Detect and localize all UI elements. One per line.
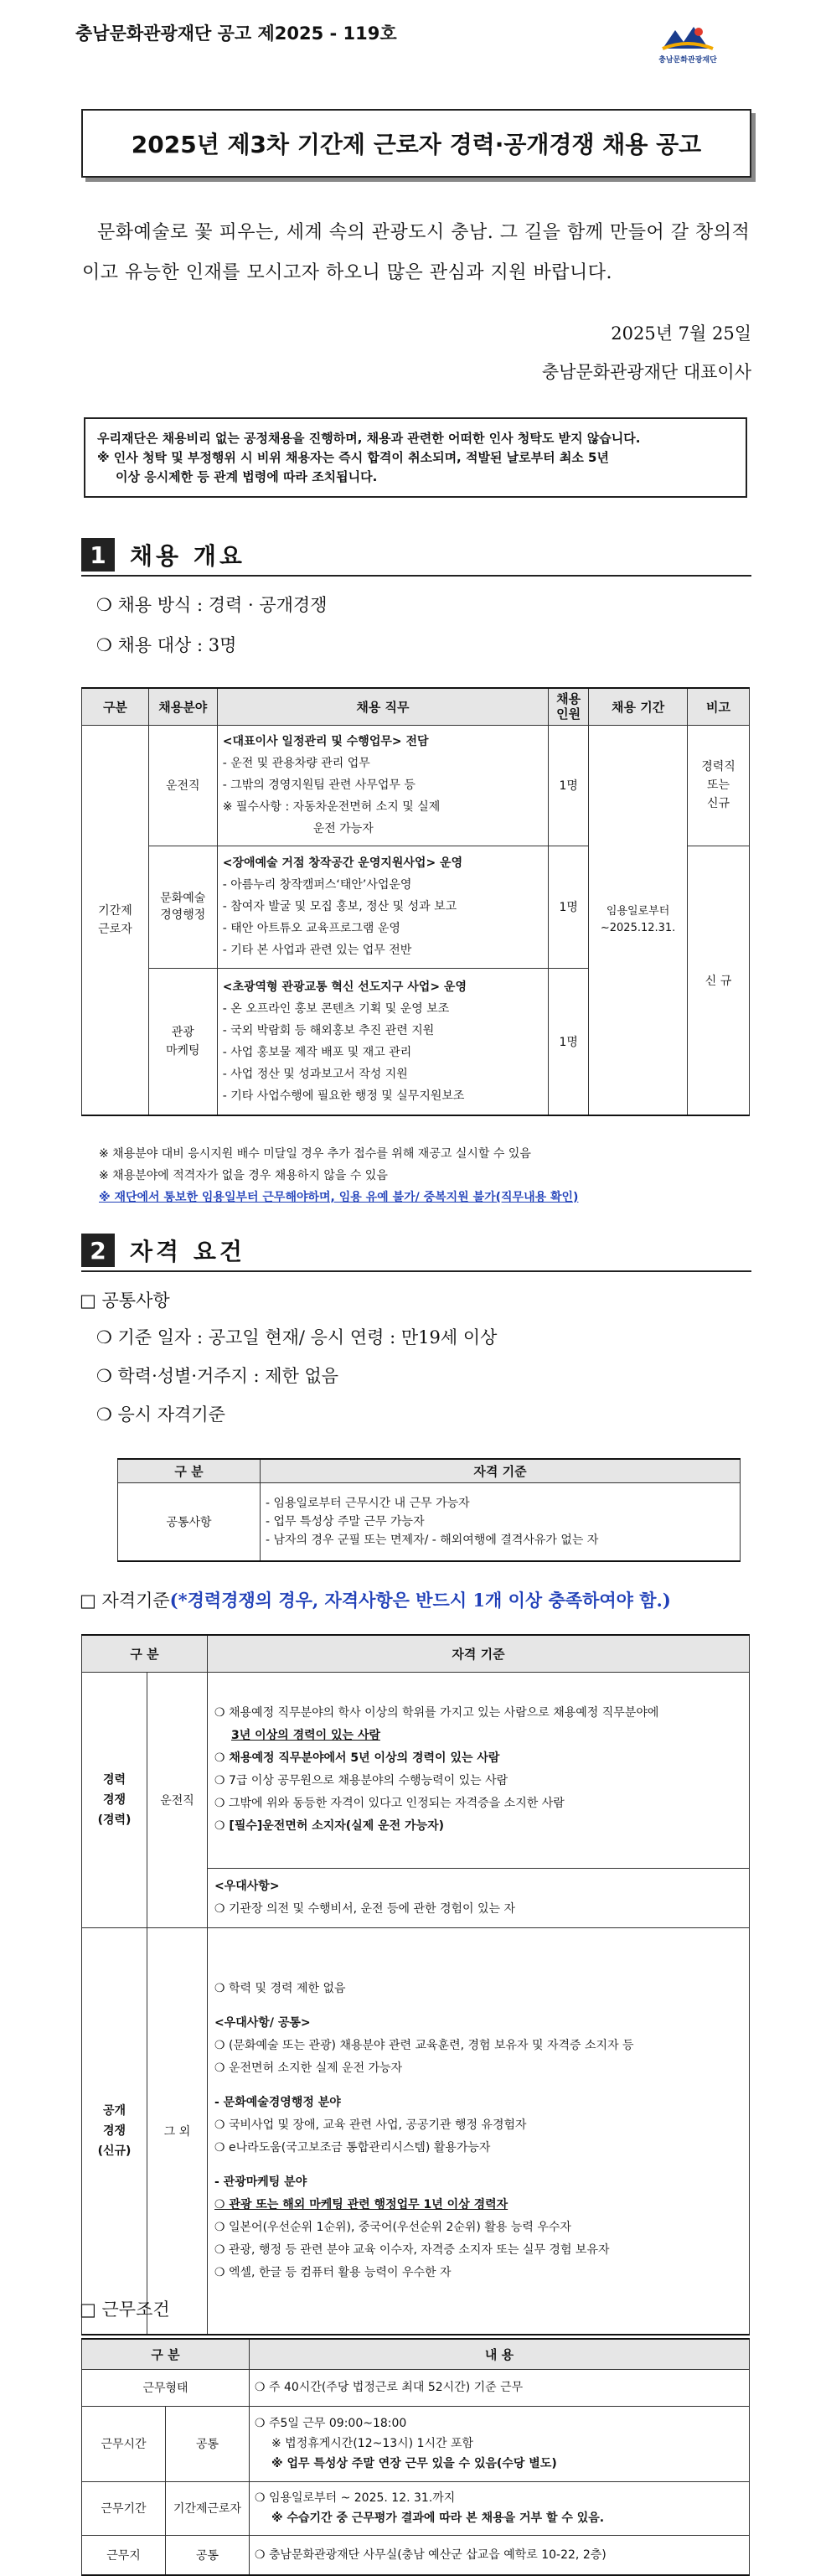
qual-heading-text: □ 자격기준 xyxy=(80,1591,170,1611)
integrity-warning xyxy=(84,417,747,498)
work-cell xyxy=(250,2406,750,2481)
work-label: 근무형태 xyxy=(82,2369,250,2406)
work-line: ❍ 주5일 근무 09:00~18:00 xyxy=(255,2417,407,2430)
warning-line: 우리재단은 채용비리 없는 공정채용을 진행하며, 채용과 관련한 어떠한 인사 청탁도 받지 않습니다. xyxy=(97,431,641,446)
career-label: 경력 경쟁 (경력) xyxy=(82,1672,147,1927)
group-cell: 기간제 근로자 xyxy=(82,725,149,1115)
criteria-line: ❍ 관광, 행정 등 관련 분야 교육 이수자, 자격증 소지자 또는 실무 경험 보유자 xyxy=(214,2242,610,2257)
divider xyxy=(81,575,751,577)
career-preference xyxy=(208,1868,750,1927)
bullet-item: ❍ 기준 일자 : 공고일 현재/ 응시 연령 : 만19세 이상 xyxy=(96,1327,498,1347)
work-label: 근무시간 xyxy=(82,2406,166,2481)
career-criteria xyxy=(208,1672,750,1868)
col-header: 구 분 xyxy=(118,1459,261,1482)
spacer xyxy=(214,2160,742,2171)
criteria-line: ❍ 채용예정 직무분야에서 5년 이상의 경력이 있는 사람 xyxy=(214,1751,500,1765)
duty-cell xyxy=(217,725,548,846)
work-label: 근무기간 xyxy=(82,2481,166,2535)
criteria-line: - 문화예술경영행정 분야 xyxy=(214,2095,341,2109)
col-header: 내 용 xyxy=(250,2339,750,2369)
criteria-line: ❍ 7급 이상 공무원으로 채용분야의 수행능력이 있는 사람 xyxy=(214,1774,508,1787)
intro-text: 문화예술로 꽃 피우는, 세계 속의 관광도시 충남. 그 길을 함께 만들어 갈 창의적이고 유능한 인재를 모시고자 하오니 많은 관심과 지원 바랍니다. xyxy=(82,222,751,283)
criteria-line: <우대사항/ 공통> xyxy=(214,2015,311,2030)
criteria-line: ❍ 운전면허 소지한 실제 운전 가능자 xyxy=(214,2061,403,2075)
open-field: 그 외 xyxy=(147,1927,208,2335)
criteria-line: ❍ 학력 및 경력 제한 없음 xyxy=(214,1981,346,1995)
duty-line: - 아름누리 창작캠퍼스‘태안’사업운영 xyxy=(222,878,412,892)
duty-line: 운전 가능자 xyxy=(312,822,374,835)
duty-line: <대표이사 일정관리 및 수행업무> 전담 xyxy=(222,735,429,748)
career-field: 운전직 xyxy=(147,1672,208,1927)
work-label: 근무지 xyxy=(82,2535,166,2575)
open-criteria xyxy=(208,1927,750,2335)
criteria-line: ❍ (문화예술 또는 관광) 채용분야 관련 교육훈련, 경험 보유자 및 자격증 소지자 등 xyxy=(214,2038,634,2052)
criteria-line: - 임용일로부터 근무시간 내 근무 가능자 xyxy=(266,1496,470,1510)
col-header: 채용 인원 xyxy=(549,688,589,725)
common-criteria-table xyxy=(117,1458,741,1562)
duty-line: - 기타 본 사업과 관련 있는 업무 전반 xyxy=(222,944,412,957)
work-sub: 공통 xyxy=(166,2535,250,2575)
logo xyxy=(638,23,737,65)
logo-icon xyxy=(658,23,717,52)
bullet-item: ❍ 응시 자격기준 xyxy=(96,1404,225,1425)
section-number: 1 xyxy=(81,538,115,572)
criteria-line: 3년 이상의 경력이 있는 사람 xyxy=(231,1729,381,1742)
work-cell xyxy=(250,2481,750,2535)
col-header: 비고 xyxy=(688,688,750,725)
field-cell: 운전직 xyxy=(148,725,217,846)
col-header: 자격 기준 xyxy=(208,1635,750,1672)
count-cell: 1명 xyxy=(549,846,589,968)
criteria-line: ❍ 국비사업 및 장애, 교육 관련 사업, 공공기관 행정 유경험자 xyxy=(214,2118,527,2132)
work-line: ❍ 주 40시간(주당 법정근로 최대 52시간) 기준 근무 xyxy=(255,2381,524,2394)
duty-line: - 참여자 발굴 및 모집 홍보, 정산 및 성과 보고 xyxy=(222,900,457,913)
note-cell: 경력직 또는 신규 xyxy=(688,725,750,846)
notice-number: 충남문화관광재단 공고 제2025 - 119호 xyxy=(75,23,397,44)
recruit-notes xyxy=(99,1143,578,1208)
col-header: 구 분 xyxy=(82,2339,250,2369)
duty-line: - 태안 아트튜오 교육프로그램 운영 xyxy=(222,922,400,935)
duty-cell xyxy=(217,846,548,968)
work-line: ※ 수습기간 중 근무평가 결과에 따라 본 채용을 거부 할 수 있음. xyxy=(271,2511,605,2525)
col-header: 채용 기간 xyxy=(589,688,688,725)
col-header: 채용 직무 xyxy=(217,688,548,725)
duty-line: - 사업 홍보물 제작 배포 및 재고 관리 xyxy=(222,1045,412,1059)
divider xyxy=(81,1270,751,1272)
page-title: 2025년 제3차 기간제 근로자 경력·공개경쟁 채용 공고 xyxy=(81,109,751,178)
qual-heading-note: (*경력경쟁의 경우, 자격사항은 반드시 1개 이상 충족하여야 함.) xyxy=(169,1590,671,1611)
criteria-line: ❍ 관광 또는 해외 마케팅 관련 행정업무 1년 이상 경력자 xyxy=(214,2197,508,2211)
work-heading: □ 근무조건 xyxy=(80,2299,170,2320)
warning-line: 이상 응시제한 등 관계 법령에 따라 조치됩니다. xyxy=(116,469,378,484)
work-line: ※ 법정휴게시간(12~13시) 1시간 포함 xyxy=(271,2437,474,2450)
duty-line: - 국외 박람회 등 해외홍보 추진 관련 지원 xyxy=(222,1023,435,1037)
col-header: 자격 기준 xyxy=(261,1459,741,1482)
criteria-line: ❍ 그밖에 위와 동등한 자격이 있다고 인정되는 자격증을 소지한 사람 xyxy=(214,1797,565,1810)
criteria-line: ❍ 엑셀, 한글 등 컴퓨터 활용 능력이 우수한 자 xyxy=(214,2265,452,2279)
col-header: 채용분야 xyxy=(148,688,217,725)
work-conditions-table xyxy=(81,2338,750,2576)
field-cell: 관광 마케팅 xyxy=(148,968,217,1115)
duty-line: - 운전 및 관용차량 관리 업무 xyxy=(222,757,370,770)
duty-line: - 그밖의 경영지원팀 관련 사무업무 등 xyxy=(222,778,416,792)
work-cell xyxy=(250,2369,750,2406)
note-line: ※ 채용분야에 적격자가 없을 경우 채용하지 않을 수 있음 xyxy=(99,1169,388,1182)
section-number: 2 xyxy=(81,1234,115,1267)
bullet-item: ❍ 채용 방식 : 경력 · 공개경쟁 xyxy=(96,595,328,615)
note-line: ※ 채용분야 대비 응시지원 배수 미달일 경우 추가 접수를 위해 재공고 실시할 수 있음 xyxy=(99,1147,531,1161)
criteria-label: 공통사항 xyxy=(118,1482,261,1561)
section-title: 채용 개요 xyxy=(130,542,245,570)
section-2-heading xyxy=(81,1232,245,1269)
qual-heading xyxy=(80,1587,671,1612)
duty-cell xyxy=(217,968,548,1115)
bullet-item: ❍ 채용 대상 : 3명 xyxy=(96,635,237,655)
col-header: 구 분 xyxy=(82,1635,208,1672)
criteria-line: ❍ [필수]운전면허 소지자(실제 운전 가능자) xyxy=(214,1819,445,1833)
note-cell: 신 규 xyxy=(688,846,750,1115)
work-line: ❍ 임용일로부터 ~ 2025. 12. 31.까지 xyxy=(255,2491,456,2505)
qualification-table xyxy=(81,1634,750,2335)
criteria-line: - 업무 특성상 주말 근무 가능자 xyxy=(266,1514,425,1529)
work-sub: 기간제근로자 xyxy=(166,2481,250,2535)
warning-line: ※ 인사 청탁 및 부정행위 시 비위 채용자는 즉시 합격이 취소되며, 적발된 날로부터 최소 5년 xyxy=(97,450,609,465)
spacer xyxy=(214,2000,742,2012)
col-header: 구분 xyxy=(82,688,149,725)
criteria-line: ❍ 일본어(우선순위 1순위), 중국어(우선순위 2순위) 활용 능력 우수자 xyxy=(214,2220,571,2234)
work-cell xyxy=(250,2535,750,2575)
recruit-table xyxy=(81,687,750,1116)
duty-line: <초광역형 관광교통 혁신 선도지구 사업> 운영 xyxy=(222,980,467,994)
section-title: 자격 요건 xyxy=(130,1238,245,1265)
common-heading: □ 공통사항 xyxy=(80,1291,170,1311)
duty-line: - 사업 정산 및 성과보고서 작성 지원 xyxy=(222,1067,408,1081)
period-cell: 임용일로부터 ~2025.12.31. xyxy=(589,725,688,1115)
pref-line: ❍ 기관장 의전 및 수행비서, 운전 등에 관한 경험이 있는 자 xyxy=(214,1901,516,1916)
criteria-line: ❍ e나라도움(국고보조금 통합관리시스템) 활용가능자 xyxy=(214,2140,491,2154)
count-cell: 1명 xyxy=(549,968,589,1115)
duty-line: - 온 오프라인 홍보 콘텐츠 기획 및 운영 보조 xyxy=(222,1001,450,1016)
announce-org: 충남문화관광재단 대표이사 xyxy=(541,362,751,382)
logo-text: 충남문화관광재단 xyxy=(658,56,717,65)
criteria-line: - 관광마케팅 분야 xyxy=(214,2175,307,2189)
criteria-line xyxy=(214,1702,742,1725)
work-line: ❍ 충남문화관광재단 사무실(충남 예산군 삽교읍 예학로 10-22, 2층) xyxy=(255,2548,606,2562)
duty-line: ※ 필수사항 : 자동차운전면허 소지 및 실제 xyxy=(222,800,441,814)
announce-date: 2025년 7월 25일 xyxy=(611,323,751,344)
spacer xyxy=(214,2080,742,2092)
criteria-text: ❍ 채용예정 직무분야의 학사 이상의 학위를 가지고 있는 사람으로 채용예정 직무분야에 xyxy=(214,1706,659,1720)
bullet-item: ❍ 학력·성별·거주지 : 제한 없음 xyxy=(96,1366,339,1386)
section-1-heading xyxy=(81,536,245,573)
pref-heading: <우대사항> xyxy=(214,1879,280,1893)
work-line: ※ 업무 특성상 주말 연장 근무 있을 수 있음(수당 별도) xyxy=(271,2457,557,2470)
criteria-line: - 남자의 경우 군필 또는 면제자/ - 해외여행에 결격사유가 없는 자 xyxy=(266,1533,599,1547)
duty-line: <장애예술 거점 창작공간 운영지원사업> 운영 xyxy=(222,856,463,870)
duty-line: - 기타 사업수행에 필요한 행정 및 실무지원보조 xyxy=(222,1089,465,1103)
work-sub: 공통 xyxy=(166,2406,250,2481)
field-cell: 문화예술 경영행정 xyxy=(148,846,217,968)
open-label: 공개 경쟁 (신규) xyxy=(82,1927,147,2335)
note-line: ※ 재단에서 통보한 임용일부터 근무해야하며, 임용 유예 불가/ 중복지원 불가(직무내용 확인) xyxy=(99,1191,579,1204)
criteria-cell xyxy=(261,1482,741,1561)
count-cell: 1명 xyxy=(549,725,589,846)
